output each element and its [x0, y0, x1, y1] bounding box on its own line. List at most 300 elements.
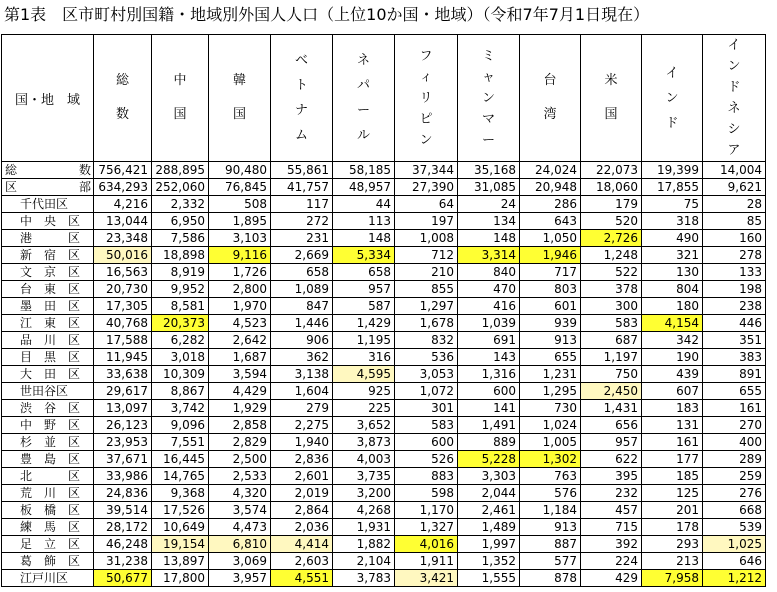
table-cell: 178: [642, 519, 703, 536]
table-cell: 17,526: [152, 502, 209, 519]
table-cell: 4,216: [94, 196, 152, 213]
table-cell: 1,911: [395, 553, 458, 570]
table-row: [2, 570, 766, 587]
table-cell: 2,461: [458, 502, 520, 519]
table-cell: 3,103: [209, 230, 271, 247]
table-row: [2, 162, 766, 179]
table-cell: 655: [520, 349, 581, 366]
table-cell: 20,730: [94, 281, 152, 298]
table-cell: 259: [703, 468, 766, 485]
row-label: 文 京 区: [2, 264, 94, 281]
table-cell: 1,491: [458, 417, 520, 434]
table-cell: 3,957: [209, 570, 271, 587]
table-cell: 316: [333, 349, 395, 366]
table-cell: 1,025: [703, 536, 766, 553]
row-label: 葛 飾 区: [2, 553, 94, 570]
table-cell: 607: [642, 383, 703, 400]
table-cell: 7,551: [152, 434, 209, 451]
table-cell: 7,586: [152, 230, 209, 247]
table-cell: 2,533: [209, 468, 271, 485]
table-cell: 1,429: [333, 315, 395, 332]
table-cell: 889: [458, 434, 520, 451]
table-row: [2, 536, 766, 553]
table-cell: 125: [642, 485, 703, 502]
table-cell: 646: [703, 553, 766, 570]
table-cell: 715: [581, 519, 642, 536]
table-cell: 2,858: [209, 417, 271, 434]
table-cell: 883: [395, 468, 458, 485]
table-cell: 31,085: [458, 179, 520, 196]
table-cell: 691: [458, 332, 520, 349]
table-cell: 392: [581, 536, 642, 553]
table-cell: 20,373: [152, 315, 209, 332]
table-cell: 76,845: [209, 179, 271, 196]
table-cell: 13,044: [94, 213, 152, 230]
table-cell: 288,895: [152, 162, 209, 179]
table-cell: 1,302: [520, 451, 581, 468]
table-cell: 3,783: [333, 570, 395, 587]
table-row: [2, 196, 766, 213]
table-row: [2, 247, 766, 264]
table-row: [2, 468, 766, 485]
table-cell: 1,555: [458, 570, 520, 587]
table-cell: 29,617: [94, 383, 152, 400]
table-cell: 446: [703, 315, 766, 332]
table-cell: 289: [703, 451, 766, 468]
table-row: [2, 451, 766, 468]
header-col-3: [271, 35, 333, 162]
row-label: 渋 谷 区: [2, 400, 94, 417]
table-cell: 19,154: [152, 536, 209, 553]
table-cell: 362: [271, 349, 333, 366]
table-cell: 4,016: [395, 536, 458, 553]
table-cell: 90,480: [209, 162, 271, 179]
table-cell: 1,882: [333, 536, 395, 553]
table-cell: 840: [458, 264, 520, 281]
table-cell: 634,293: [94, 179, 152, 196]
row-label: 足 立 区: [2, 536, 94, 553]
table-row: [2, 400, 766, 417]
table-cell: 143: [458, 349, 520, 366]
table-cell: 4,003: [333, 451, 395, 468]
table-row: [2, 553, 766, 570]
table-cell: 16,445: [152, 451, 209, 468]
table-cell: 939: [520, 315, 581, 332]
row-label: 世田谷区: [2, 383, 94, 400]
table-cell: 24,024: [520, 162, 581, 179]
table-row: [2, 281, 766, 298]
table-cell: 4,320: [209, 485, 271, 502]
table-cell: 14,765: [152, 468, 209, 485]
table-cell: 658: [333, 264, 395, 281]
header-col-8: [581, 35, 642, 162]
row-label: 中 央 区: [2, 213, 94, 230]
table-cell: 185: [642, 468, 703, 485]
table-cell: 148: [458, 230, 520, 247]
table-row: [2, 434, 766, 451]
table-row: [2, 179, 766, 196]
table-cell: 3,742: [152, 400, 209, 417]
table-cell: 2,864: [271, 502, 333, 519]
table-cell: 400: [703, 434, 766, 451]
table-cell: 925: [333, 383, 395, 400]
table-row: [2, 298, 766, 315]
table-cell: 1,931: [333, 519, 395, 536]
table-cell: 238: [703, 298, 766, 315]
table-cell: 526: [395, 451, 458, 468]
table-cell: 601: [520, 298, 581, 315]
table-cell: 1,997: [458, 536, 520, 553]
table-cell: 3,574: [209, 502, 271, 519]
table-cell: 470: [458, 281, 520, 298]
table-cell: 41,757: [271, 179, 333, 196]
table-cell: 598: [395, 485, 458, 502]
table-cell: 2,500: [209, 451, 271, 468]
table-row: [2, 349, 766, 366]
table-cell: 643: [520, 213, 581, 230]
table-cell: 183: [642, 400, 703, 417]
table-cell: 600: [458, 383, 520, 400]
table-cell: 231: [271, 230, 333, 247]
table-cell: 161: [642, 434, 703, 451]
table-cell: 4,429: [209, 383, 271, 400]
table-cell: 3,652: [333, 417, 395, 434]
header-col-10: [703, 35, 766, 162]
table-cell: 3,138: [271, 366, 333, 383]
header-col-2: [209, 35, 271, 162]
table-cell: 655: [703, 383, 766, 400]
table-cell: 28: [703, 196, 766, 213]
table-cell: 577: [520, 553, 581, 570]
table-cell: 133: [703, 264, 766, 281]
row-label: 大 田 区: [2, 366, 94, 383]
row-label: 墨 田 区: [2, 298, 94, 315]
header-col-label: 中 国: [173, 73, 187, 122]
row-label: 豊 島 区: [2, 451, 94, 468]
table-cell: 600: [395, 434, 458, 451]
table-cell: 50,016: [94, 247, 152, 264]
table-cell: 8,581: [152, 298, 209, 315]
table-cell: 13,097: [94, 400, 152, 417]
table-cell: 225: [333, 400, 395, 417]
header-col-6: [458, 35, 520, 162]
row-label: 荒 川 区: [2, 485, 94, 502]
table-cell: 22,073: [581, 162, 642, 179]
table-cell: 1,297: [395, 298, 458, 315]
table-cell: 17,800: [152, 570, 209, 587]
table-cell: 3,018: [152, 349, 209, 366]
row-label: 台 東 区: [2, 281, 94, 298]
table-cell: 232: [581, 485, 642, 502]
table-cell: 1,940: [271, 434, 333, 451]
table-cell: 1,895: [209, 213, 271, 230]
table-cell: 27,390: [395, 179, 458, 196]
table-cell: 5,334: [333, 247, 395, 264]
table-cell: 321: [642, 247, 703, 264]
table-cell: 197: [395, 213, 458, 230]
row-label: 目 黒 区: [2, 349, 94, 366]
header-col-label: 米 国: [604, 73, 618, 122]
table-cell: 210: [395, 264, 458, 281]
table-cell: 37,671: [94, 451, 152, 468]
table-cell: 37,344: [395, 162, 458, 179]
table-cell: 1,231: [520, 366, 581, 383]
table-cell: 1,024: [520, 417, 581, 434]
table-cell: 31,238: [94, 553, 152, 570]
table-cell: 1,089: [271, 281, 333, 298]
table-cell: 429: [581, 570, 642, 587]
table-cell: 2,829: [209, 434, 271, 451]
row-label: 板 橋 区: [2, 502, 94, 519]
row-label: 練 馬 区: [2, 519, 94, 536]
table-row: [2, 315, 766, 332]
table-cell: 342: [642, 332, 703, 349]
table-cell: 536: [395, 349, 458, 366]
table-cell: 750: [581, 366, 642, 383]
header-col-7: [520, 35, 581, 162]
table-cell: 522: [581, 264, 642, 281]
row-label: 港 区: [2, 230, 94, 247]
table-cell: 33,986: [94, 468, 152, 485]
table-title: 第1表 区市町村別国籍・地域別外国人人口（上位10か国・地域）（令和7年7月1日現在）: [4, 5, 650, 24]
table-cell: 75: [642, 196, 703, 213]
row-label: 品 川 区: [2, 332, 94, 349]
table-cell: 85: [703, 213, 766, 230]
table-cell: 1,678: [395, 315, 458, 332]
table-cell: 520: [581, 213, 642, 230]
table-cell: 26,123: [94, 417, 152, 434]
table-cell: 3,053: [395, 366, 458, 383]
table-cell: 804: [642, 281, 703, 298]
table-cell: 9,368: [152, 485, 209, 502]
table-cell: 763: [520, 468, 581, 485]
table-row: [2, 383, 766, 400]
table-cell: 1,005: [520, 434, 581, 451]
header-row: [2, 35, 766, 162]
row-label: 総 数: [2, 162, 94, 179]
table-cell: 3,314: [458, 247, 520, 264]
header-col-label: ミ ャ ン マ ー: [481, 48, 495, 148]
table-cell: 190: [642, 349, 703, 366]
row-label: 江 東 区: [2, 315, 94, 332]
table-cell: 583: [395, 417, 458, 434]
table-cell: 4,523: [209, 315, 271, 332]
row-label: 江戸川区: [2, 570, 94, 587]
table-cell: 1,008: [395, 230, 458, 247]
table-cell: 276: [703, 485, 766, 502]
table-cell: 658: [271, 264, 333, 281]
table-cell: 508: [209, 196, 271, 213]
table-cell: 28,172: [94, 519, 152, 536]
table-cell: 134: [458, 213, 520, 230]
table-cell: 24,836: [94, 485, 152, 502]
table-cell: 252,060: [152, 179, 209, 196]
header-col-1: [152, 35, 209, 162]
table-cell: 6,950: [152, 213, 209, 230]
table-cell: 457: [581, 502, 642, 519]
table-cell: 887: [520, 536, 581, 553]
table-cell: 117: [271, 196, 333, 213]
table-cell: 19,399: [642, 162, 703, 179]
row-label: 新 宿 区: [2, 247, 94, 264]
table-cell: 286: [520, 196, 581, 213]
table-cell: 14,004: [703, 162, 766, 179]
row-label: 千代田区: [2, 196, 94, 213]
table-cell: 130: [642, 264, 703, 281]
table-cell: 39,514: [94, 502, 152, 519]
table-cell: 278: [703, 247, 766, 264]
table-cell: 2,642: [209, 332, 271, 349]
header-col-5: [395, 35, 458, 162]
table-cell: 9,621: [703, 179, 766, 196]
table-cell: 1,195: [333, 332, 395, 349]
table-cell: 180: [642, 298, 703, 315]
table-cell: 395: [581, 468, 642, 485]
table-cell: 3,594: [209, 366, 271, 383]
row-label: 区 部: [2, 179, 94, 196]
table-cell: 539: [703, 519, 766, 536]
table-cell: 224: [581, 553, 642, 570]
table-cell: 3,200: [333, 485, 395, 502]
table-cell: 2,726: [581, 230, 642, 247]
table-cell: 3,069: [209, 553, 271, 570]
table-cell: 2,669: [271, 247, 333, 264]
table-cell: 279: [271, 400, 333, 417]
table-cell: 318: [642, 213, 703, 230]
table-cell: 2,601: [271, 468, 333, 485]
table-cell: 2,603: [271, 553, 333, 570]
table-cell: 17,588: [94, 332, 152, 349]
table-cell: 270: [703, 417, 766, 434]
table-cell: 490: [642, 230, 703, 247]
table-cell: 6,810: [209, 536, 271, 553]
table-cell: 1,212: [703, 570, 766, 587]
table-cell: 4,154: [642, 315, 703, 332]
table-cell: 55,861: [271, 162, 333, 179]
table-cell: 1,248: [581, 247, 642, 264]
table-cell: 576: [520, 485, 581, 502]
table-cell: 351: [703, 332, 766, 349]
table-cell: 11,945: [94, 349, 152, 366]
table-cell: 3,421: [395, 570, 458, 587]
header-col-label: イ ン ド: [665, 65, 679, 131]
table-cell: 198: [703, 281, 766, 298]
table-cell: 272: [271, 213, 333, 230]
table-cell: 179: [581, 196, 642, 213]
table-row: [2, 502, 766, 519]
table-cell: 35,168: [458, 162, 520, 179]
table-cell: 8,919: [152, 264, 209, 281]
table-row: [2, 230, 766, 247]
table-cell: 3,303: [458, 468, 520, 485]
table-cell: 803: [520, 281, 581, 298]
table-cell: 17,855: [642, 179, 703, 196]
table-cell: 1,946: [520, 247, 581, 264]
table-cell: 2,450: [581, 383, 642, 400]
table-cell: 1,184: [520, 502, 581, 519]
row-label: 中 野 区: [2, 417, 94, 434]
table-cell: 1,970: [209, 298, 271, 315]
table-cell: 1,489: [458, 519, 520, 536]
table-cell: 58,185: [333, 162, 395, 179]
table-cell: 855: [395, 281, 458, 298]
table-cell: 293: [642, 536, 703, 553]
header-col-label: ネ パ ー ル: [356, 53, 370, 143]
table-cell: 5,228: [458, 451, 520, 468]
header-col-label: ベ ト ナ ム: [294, 53, 308, 143]
header-col-label: 台 湾: [543, 73, 557, 122]
header-col-9: [642, 35, 703, 162]
table-cell: 7,958: [642, 570, 703, 587]
table-cell: 177: [642, 451, 703, 468]
table-cell: 3,735: [333, 468, 395, 485]
table-row: [2, 332, 766, 349]
table-cell: 1,316: [458, 366, 520, 383]
table-cell: 717: [520, 264, 581, 281]
table-cell: 2,275: [271, 417, 333, 434]
table-cell: 1,197: [581, 349, 642, 366]
table-cell: 18,898: [152, 247, 209, 264]
header-col-label: 総 数: [115, 73, 129, 122]
table-cell: 141: [458, 400, 520, 417]
table-row: [2, 417, 766, 434]
table-cell: 847: [271, 298, 333, 315]
table-cell: 1,604: [271, 383, 333, 400]
header-region: 国・地 域: [2, 35, 94, 162]
table-cell: 44: [333, 196, 395, 213]
header-col-0: [94, 35, 152, 162]
table-cell: 23,348: [94, 230, 152, 247]
table-cell: 4,551: [271, 570, 333, 587]
table-cell: 913: [520, 332, 581, 349]
table-cell: 9,116: [209, 247, 271, 264]
table-cell: 4,473: [209, 519, 271, 536]
row-label: 北 区: [2, 468, 94, 485]
table-cell: 712: [395, 247, 458, 264]
header-col-label: 韓 国: [232, 73, 246, 122]
table-cell: 730: [520, 400, 581, 417]
table-cell: 160: [703, 230, 766, 247]
table-cell: 4,414: [271, 536, 333, 553]
table-cell: 2,332: [152, 196, 209, 213]
table-cell: 383: [703, 349, 766, 366]
table-cell: 20,948: [520, 179, 581, 196]
table-cell: 891: [703, 366, 766, 383]
table-cell: 201: [642, 502, 703, 519]
table-cell: 4,268: [333, 502, 395, 519]
table-cell: 957: [581, 434, 642, 451]
table-cell: 213: [642, 553, 703, 570]
table-row: [2, 519, 766, 536]
table-cell: 957: [333, 281, 395, 298]
table-cell: 33,638: [94, 366, 152, 383]
table-cell: 2,036: [271, 519, 333, 536]
population-table: [1, 34, 766, 587]
table-cell: 1,726: [209, 264, 271, 281]
table-cell: 416: [458, 298, 520, 315]
table-cell: 13,897: [152, 553, 209, 570]
table-cell: 4,595: [333, 366, 395, 383]
table-cell: 300: [581, 298, 642, 315]
table-cell: 1,687: [209, 349, 271, 366]
header-col-label: フ ィ リ ピ ン: [419, 48, 433, 148]
table-cell: 46,248: [94, 536, 152, 553]
header-col-label: イ ン ド ネ シ ア: [727, 38, 741, 158]
table-cell: 148: [333, 230, 395, 247]
table-cell: 8,867: [152, 383, 209, 400]
table-cell: 113: [333, 213, 395, 230]
table-cell: 2,044: [458, 485, 520, 502]
